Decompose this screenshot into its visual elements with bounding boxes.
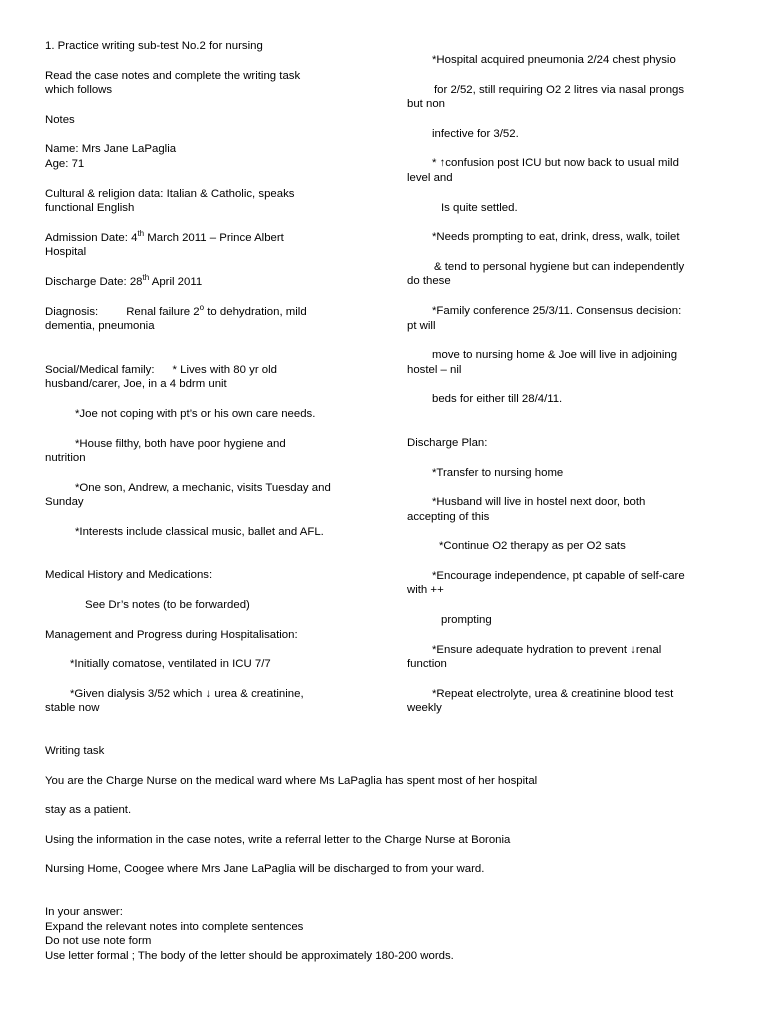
diagnosis-line-2: dementia, pneumonia [45, 320, 155, 333]
cultural-line-2: functional English [45, 202, 135, 215]
progress-line-7b: do these [407, 275, 451, 288]
document-title: 1. Practice writing sub-test No.2 for nursing [45, 40, 263, 52]
writing-task-line-3: Using the information in the case notes, write a referral letter to the Charge Nurse at Boronia [45, 833, 511, 846]
answer-line-2: Do not use note form [45, 935, 152, 948]
admission-date: Admission Date: 4th March 2011 – Prince Albert [45, 228, 284, 244]
plan-item-4b: with ++ [407, 584, 444, 597]
management-line-2b: stable now [45, 702, 100, 715]
progress-line-3: infective for 3/52. [432, 127, 519, 140]
progress-line-8a: *Family conference 25/3/11. Consensus decision: [432, 304, 682, 317]
progress-line-2b: but non [407, 98, 446, 111]
admission-hospital: Hospital [45, 246, 87, 259]
patient-name: Name: Mrs Jane LaPaglia [45, 143, 177, 156]
answer-line-3: Use letter formal ; The body of the letter should be approximately 180-200 words. [45, 949, 454, 962]
plan-item-6a: *Ensure adequate hydration to prevent ↓renal [432, 643, 662, 656]
social-line-4a: *One son, Andrew, a mechanic, visits Tuesday and [75, 481, 331, 494]
plan-item-2b: accepting of this [407, 510, 490, 523]
plan-item-3: *Continue O2 therapy as per O2 sats [439, 540, 626, 553]
progress-line-4a: * ↑confusion post ICU but now back to usual mild [432, 157, 679, 170]
intro-line-2: which follows [45, 84, 113, 97]
progress-line-7a: & tend to personal hygiene but can independently [434, 260, 685, 273]
case-notes-left-column [45, 39, 345, 716]
writing-task-section [45, 744, 725, 877]
writing-task-line-1: You are the Charge Nurse on the medical ward where Ms LaPaglia has spent most of her hospital [45, 774, 538, 787]
progress-line-1: *Hospital acquired pneumonia 2/24 chest physio [432, 54, 676, 66]
management-heading: Management and Progress during Hospitalisation: [45, 628, 298, 641]
progress-line-9a: move to nursing home & Joe will live in adjoining [432, 349, 678, 362]
management-line-2a: *Given dialysis 3/52 which ↓ urea & creatinine, [70, 687, 304, 700]
social-line-3b: nutrition [45, 452, 86, 465]
social-line-1b: husband/carer, Joe, in a 4 bdrm unit [45, 378, 227, 391]
social-line-5: *Interests include classical music, ballet and AFL. [75, 525, 324, 538]
cultural-line-1: Cultural & religion data: Italian & Catholic, speaks [45, 187, 295, 200]
management-line-1: *Initially comatose, ventilated in ICU 7/7 [70, 658, 271, 671]
progress-line-6: *Needs prompting to eat, drink, dress, walk, toilet [432, 231, 680, 244]
answer-line-1: Expand the relevant notes into complete sentences [45, 920, 304, 933]
progress-line-10: beds for either till 28/4/11. [432, 393, 563, 406]
writing-task-line-4: Nursing Home, Coogee where Mrs Jane LaPaglia will be discharged to from your ward. [45, 863, 485, 876]
medical-history-heading: Medical History and Medications: [45, 569, 213, 582]
answer-heading: In your answer: [45, 906, 123, 918]
writing-task-line-2: stay as a patient. [45, 804, 132, 817]
plan-item-6b: function [407, 658, 447, 671]
social-line-4b: Sunday [45, 496, 84, 509]
plan-item-1: *Transfer to nursing home [432, 466, 564, 479]
notes-heading: Notes [45, 113, 75, 126]
diagnosis-line-1: Diagnosis: Renal failure 2$^o$ to dehydration, mild [45, 302, 307, 318]
discharge-plan-heading: Discharge Plan: [407, 436, 488, 449]
social-line-2: *Joe not coping with pt’s or his own care needs. [75, 407, 316, 420]
plan-item-7b: weekly [407, 702, 442, 715]
plan-item-2a: *Husband will live in hostel next door, both [432, 496, 646, 509]
discharge-date: Discharge Date: 28th April 2011 [45, 273, 203, 288]
plan-item-5: prompting [441, 614, 492, 627]
progress-line-4b: level and [407, 171, 453, 184]
progress-line-2a: for 2/52, still requiring O2 2 litres via nasal prongs [434, 83, 685, 96]
plan-item-4a: *Encourage independence, pt capable of self-care [432, 569, 685, 582]
social-line-1: Social/Medical family: * Lives with 80 yr old [45, 363, 277, 376]
medical-history-line: See Dr’s notes (to be forwarded) [85, 599, 250, 612]
progress-line-8b: pt will [407, 319, 436, 332]
case-notes-right-column [407, 53, 722, 716]
writing-task-heading: Writing task [45, 745, 105, 757]
patient-age: Age: 71 [45, 157, 85, 170]
answer-instructions [45, 905, 725, 963]
progress-line-9b: hostel – nil [407, 363, 462, 376]
progress-line-5: Is quite settled. [441, 201, 518, 214]
plan-item-7a: *Repeat electrolyte, urea & creatinine blood test [432, 687, 674, 700]
intro-line-1: Read the case notes and complete the writing task [45, 69, 301, 82]
social-line-3a: *House filthy, both have poor hygiene and [75, 437, 286, 450]
